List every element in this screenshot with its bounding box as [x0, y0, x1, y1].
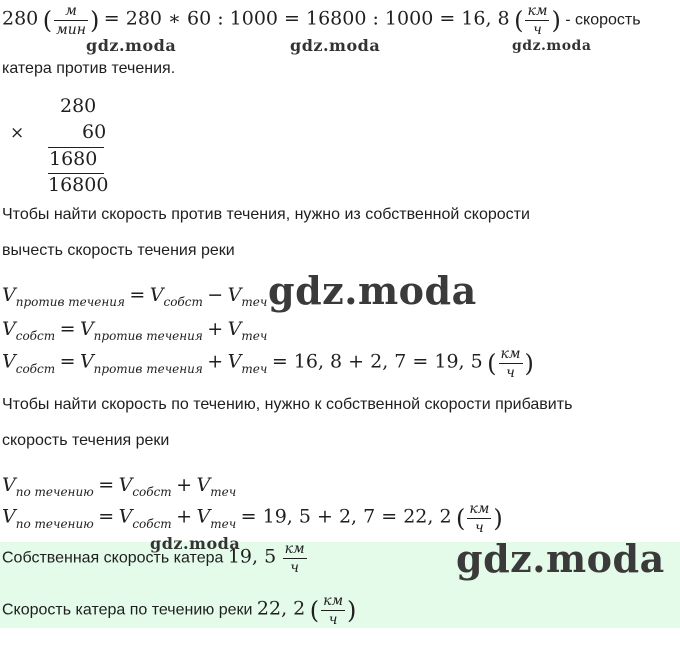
paragraph-2-line-2: скорость течения реки — [2, 432, 170, 449]
paragraph-1-line-1: Чтобы найти скорость против течения, нужно из собственной скорости — [2, 206, 530, 223]
watermark-large-2: gdz.moda — [456, 536, 665, 581]
watermark-small-2: gdz.moda — [290, 36, 381, 55]
mult-a: 280 — [60, 95, 97, 117]
equation-e: $V_{по течению} = V_{собст} + V_{теч} = 19$, 5 + 2, 7 = 22, 2 ( $\frac{км}{ч}$ ) — [2, 501, 503, 536]
fraction-km-per-h: $\frac{км}{ч}$ — [284, 541, 305, 576]
mult-b: 60 — [82, 121, 107, 143]
watermark-small-3: gdz.moda — [512, 38, 592, 54]
fraction-km-per-h: $\frac{км}{ч}$ — [323, 593, 344, 628]
answer-line-1: Собственная скорость катера 19, 5 $\frac{км}{ч}$ — [2, 541, 305, 576]
line1-continuation: катера против течения. — [2, 60, 176, 77]
equation-a: $V_{против течения} = V_{собст} - V_{теч}$ — [2, 284, 268, 309]
suffix-text: - скорость — [565, 11, 641, 29]
mult-result: 16800 — [48, 174, 109, 196]
watermark-small-4: gdz.moda — [150, 534, 241, 553]
fraction-km-per-h: $\frac{км}{ч}$ — [527, 3, 548, 38]
watermark-small-1: gdz.moda — [86, 36, 177, 55]
equation-c: $V_{собст} = V_{против течения} + V_{теч} = 16$, 8 + 2, 7 = 19, 5 ( $\frac{км}{ч}$ ) — [2, 346, 534, 381]
calc-expression-1: = 280 ∗ 60 : 1000 = 16800 : 1000 = 16, 8 — [103, 7, 510, 30]
paragraph-2-line-1: Чтобы найти скорость по течению, нужно к собственной скорости прибавить — [2, 396, 573, 413]
mult-partial: 1680 — [49, 148, 98, 170]
watermark-large-1: gdz.moda — [268, 268, 477, 313]
fraction-m-per-min: $\frac{м}{\text{мин}}$ — [56, 3, 86, 38]
answer-line-2: Скорость катера по течению реки 22, 2 ( $\frac{км}{ч}$ ) — [2, 593, 357, 628]
value-280: 280 — [2, 7, 39, 30]
fraction-km-per-h: $\frac{км}{ч}$ — [500, 346, 521, 381]
equation-line-1: 280 ( $\frac{м}{\text{мин}}$ ) = 280 ∗ 60 : 1000 = 16800 : 1000 = 16, 8 ( $\frac{км}{ч}$ ) - скорость — [2, 3, 641, 38]
equation-d: $V_{по течению} = V_{собст} + V_{теч}$ — [2, 474, 237, 499]
paragraph-1-line-2: вычесть скорость течения реки — [2, 242, 235, 259]
fraction-km-per-h: $\frac{км}{ч}$ — [469, 501, 490, 536]
equation-b: $V_{собст} = V_{против течения} + V_{теч}$ — [2, 318, 268, 343]
mult-operator: × — [10, 123, 25, 143]
